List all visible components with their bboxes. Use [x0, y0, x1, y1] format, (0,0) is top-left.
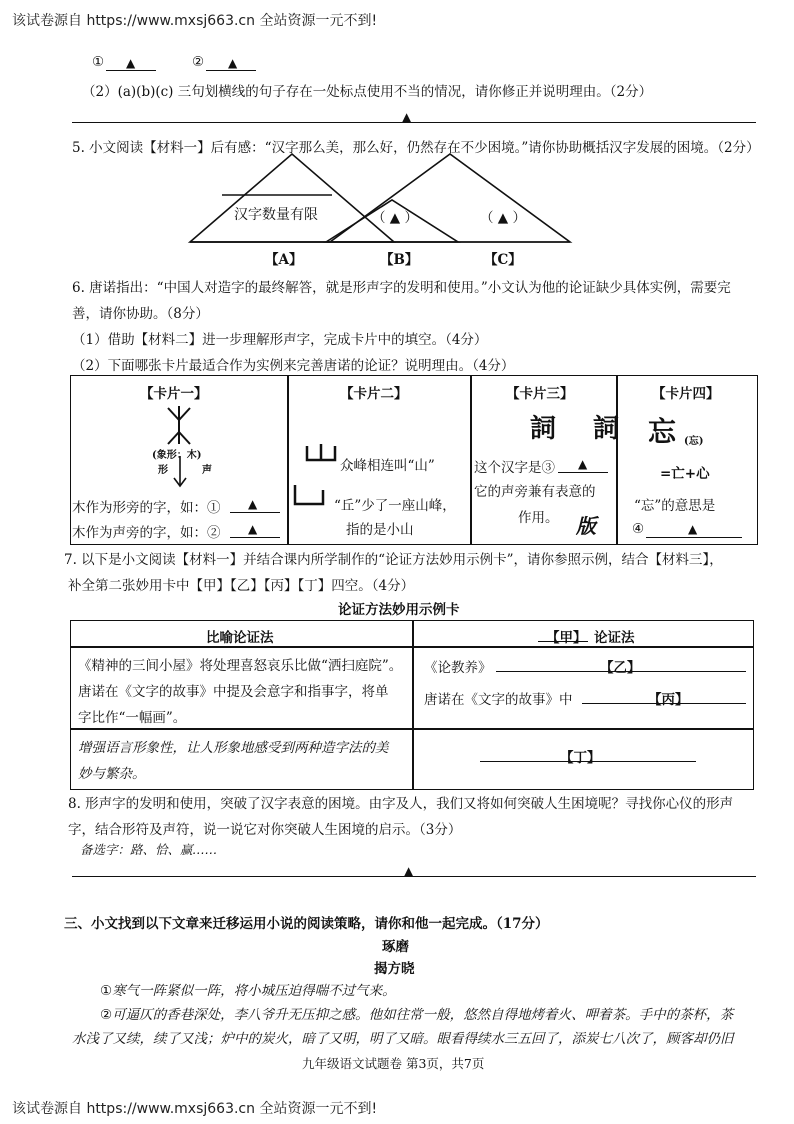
section3-p1: ①寒气一阵紧似一阵，将小城压迫得喘不过气来。 — [100, 983, 396, 999]
card4-glyph-note: (忘) — [684, 436, 704, 447]
blank-2-marker: ▲ — [228, 56, 238, 70]
section3-p2b: 水浅了又续，续了又浅；炉中的炭火，暗了又明，明了又暗。眼看得续水三五回了，添炭七八次了，顾客却仍旧 — [72, 1031, 734, 1047]
q8-options: 备选字：路、恰、赢…… — [80, 842, 218, 857]
answer-marker-2: ▲ — [404, 864, 414, 878]
q7-table-title: 论证方法妙用示例卡 — [338, 602, 460, 618]
q6-sub2: （2）下面哪张卡片最适合作为实例来完善唐诺的论证？说明理由。（4分） — [72, 358, 515, 374]
card1-form: 形 — [158, 465, 168, 476]
watermark-top: 该试卷源自 https://www.mxsj663.cn 全站资源一元不到! — [12, 13, 378, 29]
q-top-sub2: （2）(a)(b)(c) 三句划横线的句子存在一处标点使用不当的情况，请你修正并说明理由。（2分） — [82, 84, 653, 100]
q5-box-a: 汉字数量有限 — [234, 207, 318, 223]
card1-marker-1[interactable]: ▲ — [248, 497, 258, 511]
q7-right-body2: 唐诺在《文字的故事》中 — [424, 692, 573, 708]
card2-qiu-glyph — [292, 482, 326, 508]
card1-annot: (象形：木) — [152, 450, 202, 461]
card2-line1: 众峰相连叫“山” — [340, 458, 435, 474]
card4-title: 【卡片四】 — [652, 386, 720, 402]
page-footer: 九年级语文试题卷 第3页，共7页 — [302, 1056, 485, 1071]
blank-2-line[interactable] — [206, 70, 256, 71]
q7-line2: 补全第二张妙用卡中【甲】【乙】【丙】【丁】四空。（4分） — [68, 578, 415, 594]
triangle-a — [190, 154, 394, 242]
card2-line3: 指的是小山 — [346, 522, 414, 538]
card3-handwriting: 版 — [576, 514, 596, 538]
q7-left-body2: 唐诺在《文字的故事》中提及会意字和指事字，将单 — [78, 684, 389, 700]
blank-1-marker: ▲ — [126, 56, 136, 70]
answer-line-1[interactable] — [72, 122, 756, 123]
q7-blank-yi: 【乙】 — [600, 660, 641, 676]
watermark-bottom: 该试卷源自 https://www.mxsj663.cn 全站资源一元不到! — [12, 1101, 378, 1117]
triangle-c — [330, 154, 570, 242]
card1-arrow-icon — [170, 456, 190, 490]
q7-left-body3: 字比作“一幅画”。 — [78, 710, 187, 726]
card2-title: 【卡片二】 — [340, 386, 408, 402]
q7-left-foot1: 增强语言形象性，让人形象地感受到两种造字法的美 — [78, 740, 389, 756]
circle-2: ② — [192, 54, 205, 70]
card1-line2: 木作为声旁的字，如：② — [72, 525, 221, 541]
answer-line-2[interactable] — [72, 876, 756, 877]
q7-blank-bing: 【丙】 — [648, 692, 689, 708]
blank-1-line[interactable] — [106, 70, 156, 71]
card1-title: 【卡片一】 — [140, 386, 208, 402]
q8-line2: 字，结合形符及声符，说一说它对你突破人生困境的启示。（3分） — [68, 822, 462, 838]
q7-line1: 7. 以下是小文阅读【材料一】并结合课内所学制作的“论证方法妙用示例卡”，请你参照示例，结合【材料三】， — [64, 552, 723, 568]
card2-shan-glyph — [304, 442, 338, 464]
q7-left-header: 比喻论证法 — [206, 630, 274, 646]
q5-box-b[interactable]: （ ▲ ） — [372, 210, 418, 226]
card3-marker[interactable]: ▲ — [578, 457, 588, 471]
section3-heading: 三、小文找到以下文章来迁移运用小说的阅读策略，请你和他一起完成。（17分） — [64, 916, 549, 932]
q8-line1: 8. 形声字的发明和使用，突破了汉字表意的困境。由字及人，我们又将如何突破人生困境呢？寻找你心仪的形声 — [68, 796, 734, 812]
card4-line1: “忘”的意思是 — [634, 498, 716, 514]
q7-right-header-suffix: 论证法 — [594, 630, 635, 646]
q5-box-c[interactable]: （ ▲ ） — [480, 210, 526, 226]
card3-title: 【卡片三】 — [506, 386, 574, 402]
card4-marker[interactable]: ▲ — [688, 522, 698, 536]
card4-line2: ④ — [632, 521, 645, 537]
card2-line2: “丘”少了一座山峰， — [334, 498, 456, 514]
card1-mu-glyph — [164, 404, 194, 446]
q5-text: 5. 小文阅读【材料一】后有感：“汉字那么美，那么好，仍然存在不少困境。”请你协助概括汉字发展的困境。（2分） — [72, 140, 760, 156]
q5-label-c: 【C】 — [484, 252, 522, 268]
q5-triangle-diagram — [180, 150, 580, 250]
circle-1: ① — [92, 54, 105, 70]
section3-author: 揭方晓 — [374, 961, 415, 977]
q6-line2: 善，请你协助。（8分） — [72, 306, 209, 322]
answer-marker-1: ▲ — [402, 110, 412, 124]
card1-marker-2[interactable]: ▲ — [248, 522, 258, 536]
card3-glyphs: 詞 詞 — [530, 414, 634, 444]
card3-line3: 作用。 — [518, 510, 559, 526]
card4-glyph: 忘 — [648, 415, 677, 448]
q7-left-foot2: 妙与繁杂。 — [78, 766, 146, 782]
section3-title: 琢磨 — [382, 939, 409, 955]
q5-label-b: 【B】 — [380, 252, 419, 268]
card4-formula: =亡+心 — [660, 466, 710, 482]
card3-line2: 它的声旁兼有表意的 — [474, 484, 596, 500]
q7-right-body1: 《论教养》 — [424, 660, 492, 676]
q7-blank-ding: 【丁】 — [560, 750, 601, 766]
q6-line1: 6. 唐诺指出：“中国人对造字的最终解答，就是形声字的发明和使用。”小文认为他的论证缺少具体实例，需要完 — [72, 280, 731, 296]
blank-1-row — [92, 54, 104, 70]
card3-line1: 这个汉字是③ — [474, 460, 555, 476]
q7-left-body1: 《精神的三间小屋》将处理喜怒哀乐比做“洒扫庭院”。 — [78, 658, 403, 674]
section3-p2a: ②可逼仄的香巷深处，李八爷升无压抑之感。他如往常一般，悠然自得地烤着火、呷着茶。手中的茶杯，茶 — [100, 1007, 734, 1023]
q7-right-header-blank[interactable]: 【甲】 — [546, 630, 587, 646]
card1-sound: 声 — [202, 465, 212, 476]
q6-sub1: （1）借助【材料二】进一步理解形声字，完成卡片中的填空。（4分） — [72, 332, 488, 348]
card1-line1: 木作为形旁的字，如：① — [72, 500, 221, 516]
q5-label-a: 【A】 — [265, 252, 303, 268]
